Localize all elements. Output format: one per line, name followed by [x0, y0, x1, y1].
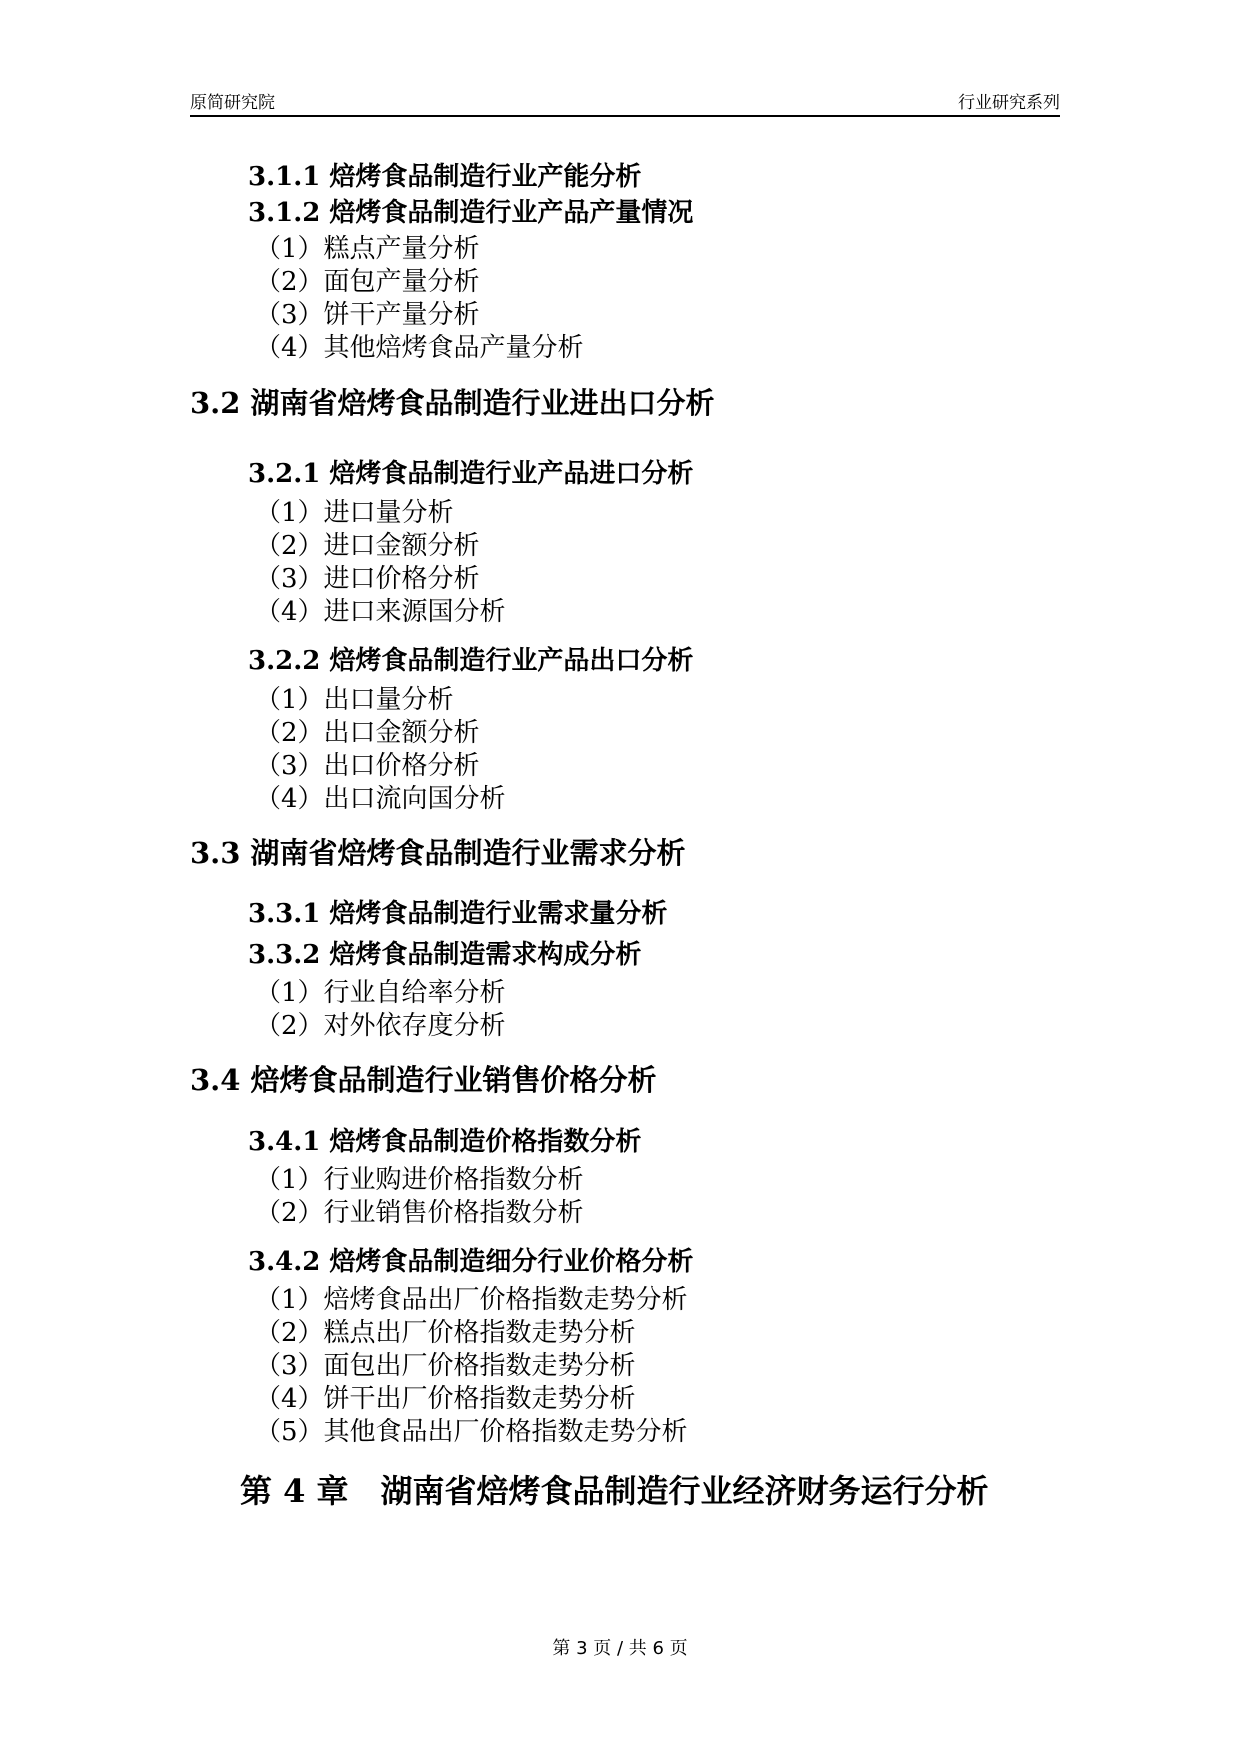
- page-header: [190, 88, 1060, 116]
- toc-subsection: 3.4.2 焙烤食品制造细分行业价格分析: [248, 1247, 694, 1277]
- toc-subsection: 3.4.1 焙烤食品制造价格指数分析: [248, 1127, 642, 1157]
- toc-item: （2）出口金额分析: [255, 718, 480, 748]
- toc-item: （3）饼干产量分析: [255, 300, 480, 330]
- toc-item: （1）行业自给率分析: [255, 978, 506, 1008]
- toc-subsection: 3.3.2 焙烤食品制造需求构成分析: [248, 940, 642, 970]
- toc-item: （1）糕点产量分析: [255, 234, 480, 264]
- toc-item: （1）进口量分析: [255, 498, 454, 528]
- toc-item: （1）行业购进价格指数分析: [255, 1165, 584, 1195]
- toc-chapter: 第 4 章 湖南省焙烤食品制造行业经济财务运行分析: [240, 1472, 989, 1510]
- toc-item: （3）面包出厂价格指数走势分析: [255, 1351, 636, 1381]
- toc-subsection: 3.2.1 焙烤食品制造行业产品进口分析: [248, 459, 694, 489]
- toc-section: 3.2 湖南省焙烤食品制造行业进出口分析: [190, 386, 715, 420]
- toc-item: （4）出口流向国分析: [255, 784, 506, 814]
- toc-subsection: 3.2.2 焙烤食品制造行业产品出口分析: [248, 646, 694, 676]
- toc-section: 3.3 湖南省焙烤食品制造行业需求分析: [190, 836, 686, 870]
- header-series-name: 行业研究系列: [958, 93, 1060, 113]
- toc-section: 3.4 焙烤食品制造行业销售价格分析: [190, 1063, 657, 1097]
- toc-subsection: 3.1.1 焙烤食品制造行业产能分析: [248, 162, 642, 192]
- header-divider: [190, 115, 1060, 117]
- toc-subsection: 3.1.2 焙烤食品制造行业产品产量情况: [248, 198, 694, 228]
- toc-item: （1）焙烤食品出厂价格指数走势分析: [255, 1285, 688, 1315]
- toc-item: （5）其他食品出厂价格指数走势分析: [255, 1417, 688, 1447]
- toc-item: （2）面包产量分析: [255, 267, 480, 297]
- toc-item: （2）行业销售价格指数分析: [255, 1198, 584, 1228]
- toc-item: （3）出口价格分析: [255, 751, 480, 781]
- toc-item: （3）进口价格分析: [255, 564, 480, 594]
- toc-item: （1）出口量分析: [255, 685, 454, 715]
- toc-item: （2）进口金额分析: [255, 531, 480, 561]
- toc-item: （2）糕点出厂价格指数走势分析: [255, 1318, 636, 1348]
- page-footer: [0, 1634, 1240, 1660]
- toc-item: （4）饼干出厂价格指数走势分析: [255, 1384, 636, 1414]
- toc-item: （4）其他焙烤食品产量分析: [255, 333, 584, 363]
- toc-item: （4）进口来源国分析: [255, 597, 506, 627]
- header-org-name: 原简研究院: [190, 93, 275, 113]
- page-number: 第 3 页 / 共 6 页: [552, 1638, 688, 1659]
- toc-item: （2）对外依存度分析: [255, 1011, 506, 1041]
- toc-subsection: 3.3.1 焙烤食品制造行业需求量分析: [248, 899, 668, 929]
